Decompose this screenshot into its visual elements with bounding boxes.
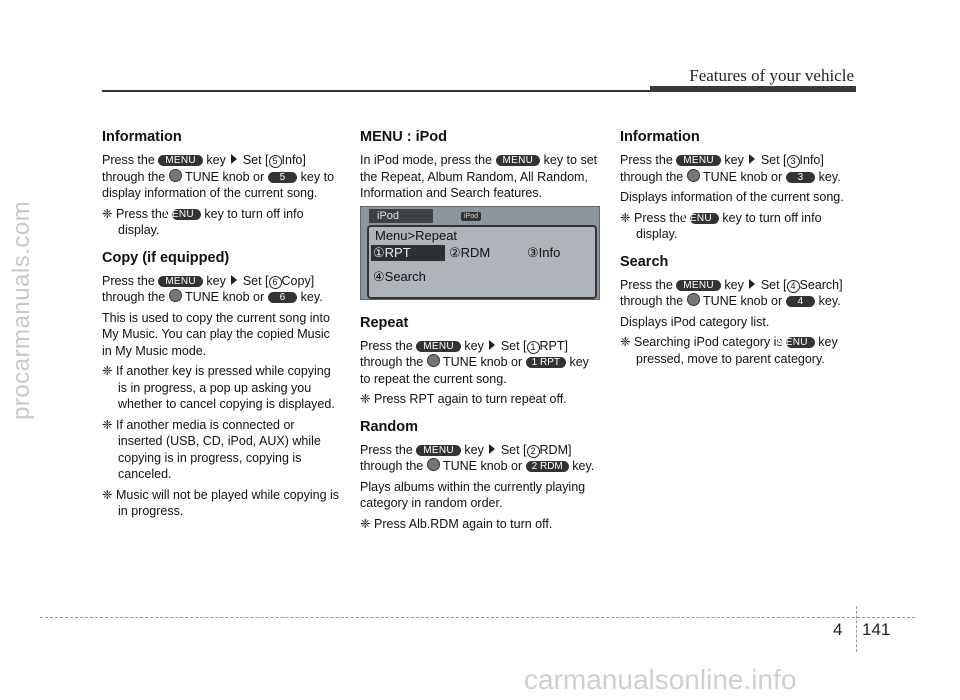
key-1-rpt-icon: 1 RPT <box>526 357 566 368</box>
note-marker-icon: ❈ <box>102 417 113 432</box>
screen-tab: iPod <box>369 209 433 223</box>
footer-divider <box>856 606 857 652</box>
note: ❈ Music will not be played while copying is in progress. <box>102 487 340 518</box>
section-title-information: Information <box>620 129 700 145</box>
number-3-circle-icon: 3 <box>787 155 800 168</box>
arrow-right-icon <box>231 275 237 285</box>
note-marker-icon: ❈ <box>102 206 113 221</box>
number-2-circle-icon: 2 <box>527 445 540 458</box>
note: ❈ If another key is pressed while copying is in progress, a pop up asking you whether to cancel copying is displayed. <box>102 364 335 411</box>
note: ❈ If another media is connected or inserted (USB, CD, iPod, AUX) while copying is in progress, copying is canceled. <box>102 417 321 481</box>
note-marker-icon: ❈ <box>620 210 631 225</box>
section-title-random: Random <box>360 418 418 435</box>
key-2-rdm-icon: 2 RDM <box>526 461 569 472</box>
watermark-left: procarmanuals.com <box>8 200 35 420</box>
note: ❈ Press the MENU key to turn off info display. <box>102 206 304 237</box>
section-title-menu-ipod: MENU : iPod <box>360 129 447 145</box>
note-marker-icon: ❈ <box>360 516 371 531</box>
ipod-screen-image <box>360 206 600 300</box>
screen-option-rpt: ①RPT <box>373 244 411 260</box>
screen-option-rdm: ②RDM <box>449 244 491 260</box>
header-rule-thick <box>650 86 856 92</box>
note-marker-icon: ❈ <box>620 335 631 349</box>
number-6-circle-icon: 6 <box>269 276 282 289</box>
menu-key-icon: MENU <box>416 445 461 456</box>
menu-key-icon: MENU <box>786 337 815 348</box>
paragraph: In iPod mode, press the MENU key to set the Repeat, Album Random, All Random, Information and Search features. <box>360 153 598 200</box>
paragraph: Press the MENU key Set [ 3 Info] through the TUNE knob or 3 key. <box>620 153 841 184</box>
number-4-circle-icon: 4 <box>787 280 800 293</box>
arrow-right-icon <box>489 340 495 350</box>
section-title-information: Information <box>102 129 182 145</box>
menu-key-icon: MENU <box>158 155 203 166</box>
screen-panel <box>367 225 597 299</box>
key-6-icon: 6 <box>268 292 298 303</box>
note-marker-icon: ❈ <box>360 392 371 406</box>
header-title: Features of your vehicle <box>689 66 854 85</box>
tune-knob-icon <box>687 169 700 182</box>
note: ❈ Press Alb.RDM again to turn off. <box>360 516 553 531</box>
arrow-right-icon <box>489 444 495 454</box>
number-5-circle-icon: 5 <box>269 155 282 168</box>
paragraph: Displays information of the current song. <box>620 190 844 204</box>
tune-knob-icon <box>427 458 440 471</box>
arrow-right-icon <box>749 154 755 164</box>
note: ❈ Press the MENU key to turn off info display. <box>620 210 822 241</box>
menu-key-icon: MENU <box>416 341 461 352</box>
note: ❈ Press RPT again to turn repeat off. <box>360 392 567 406</box>
tune-knob-icon <box>427 354 440 367</box>
column-right <box>620 128 860 371</box>
footer-rule <box>40 617 915 618</box>
note: ❈ Searching iPod category is MENU key pressed, move to parent category. <box>620 335 838 366</box>
screen-option-search: ④Search <box>373 268 426 284</box>
paragraph: Press the MENU key Set [ 4 Search] through the TUNE knob or 4 key. <box>620 277 843 308</box>
key-3-icon: 3 <box>786 172 816 183</box>
paragraph: This is used to copy the current song into My Music. You can play the copied Music in My Music mode. <box>102 310 330 358</box>
column-middle <box>360 128 600 536</box>
arrow-right-icon <box>231 154 237 164</box>
paragraph: Press the MENU key Set [ 5 Info] through the TUNE knob or 5 key to display information of the current song. <box>102 153 335 200</box>
column-left <box>102 128 342 524</box>
screen-badge: iPod <box>461 212 481 221</box>
key-5-icon: 5 <box>268 172 298 183</box>
screen-option-info: ③Info <box>527 244 561 260</box>
arrow-right-icon <box>749 279 755 289</box>
chapter-number: 4 <box>833 620 843 639</box>
section-title-search: Search <box>620 253 669 270</box>
menu-key-icon: MENU <box>690 213 719 224</box>
section-title-copy: Copy (if equipped) <box>102 249 230 266</box>
menu-key-icon: MENU <box>676 155 721 166</box>
menu-key-icon: MENU <box>158 276 203 287</box>
watermark-bottom: carmanualsonline.info <box>524 664 797 695</box>
paragraph: Plays albums within the currently playing category in random order. <box>360 479 586 510</box>
tune-knob-icon <box>687 293 700 306</box>
number-1-circle-icon: 1 <box>527 341 540 354</box>
paragraph: Displays iPod category list. <box>620 314 770 329</box>
page-number: 141 <box>862 620 891 639</box>
menu-key-icon: MENU <box>676 280 721 291</box>
paragraph: Press the MENU key Set [ 2 RDM] through the TUNE knob or 2 RDM key. <box>360 442 595 473</box>
note-marker-icon: ❈ <box>102 487 113 502</box>
paragraph: Press the MENU key Set [ 6 Copy] through the TUNE knob or 6 key. <box>102 273 323 304</box>
tune-knob-icon <box>169 169 182 182</box>
menu-key-icon: MENU <box>172 209 201 220</box>
paragraph: Press the MENU key Set [ 1 RPT] through the TUNE knob or 1 RPT key to repeat the current song. <box>360 338 589 386</box>
key-4-icon: 4 <box>786 296 816 307</box>
menu-key-icon: MENU <box>496 155 541 166</box>
note-marker-icon: ❈ <box>102 364 113 378</box>
section-title-repeat: Repeat <box>360 314 409 331</box>
screen-title: Menu>Repeat <box>375 227 458 243</box>
tune-knob-icon <box>169 289 182 302</box>
